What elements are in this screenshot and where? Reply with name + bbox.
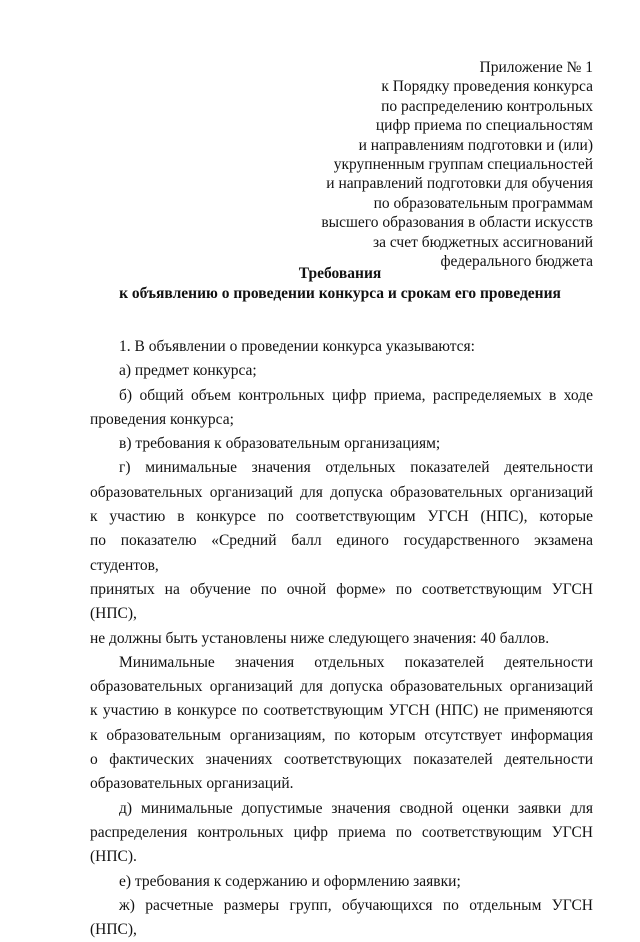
paragraph	[90, 359, 593, 383]
paragraph-line: образовательных организаций для допуска образовательных организаций	[90, 678, 593, 696]
paragraph-line: принятых на обучение по очной форме» по соответствующим УГСН (НПС),	[90, 580, 593, 623]
paragraph-line: е) требования к содержанию и оформлению заявки;	[119, 872, 461, 890]
paragraph-line: к участию в конкурсе по соответствующим УГСН (НПС), которые	[90, 508, 593, 526]
paragraph-line: б) общий объем контрольных цифр приема, распределяемых в ходе	[119, 386, 593, 404]
paragraph-line: г) минимальные значения отдельных показателей деятельности	[119, 459, 593, 477]
paragraph	[90, 894, 593, 942]
annex-line: Приложение № 1	[479, 59, 593, 76]
paragraph-line: распределения контрольных цифр приема по соответствующим УГСН (НПС).	[90, 823, 593, 866]
paragraph-line: о фактических значениях соответствующих показателей деятельности	[90, 751, 593, 769]
annex-line: и направлений подготовки для обучения	[326, 175, 593, 193]
annex-line: высшего образования в области искусств	[321, 214, 593, 232]
paragraph-line: Минимальные значения отдельных показателей деятельности	[119, 653, 593, 671]
document-title: Требования	[298, 265, 382, 282]
paragraph-line: ж) расчетные размеры групп, обучающихся по отдельным УГСН (НПС),	[90, 896, 593, 939]
paragraph-line: д) минимальные допустимые значения сводной оценки заявки для	[119, 799, 593, 817]
paragraph-line: 1. В объявлении о проведении конкурса указываются:	[119, 338, 475, 355]
paragraph	[90, 432, 593, 456]
paragraph	[90, 335, 593, 359]
document-subtitle: к объявлению о проведении конкурса и срокам его проведения	[119, 285, 561, 302]
paragraph-line: а) предмет конкурса;	[119, 362, 257, 380]
annex-line: по распределению контрольных	[381, 97, 593, 115]
annex-line: укрупненным группам специальностей	[333, 156, 593, 174]
paragraph-line: образовательных организаций.	[90, 775, 294, 793]
annex-line: и направлениям подготовки и (или)	[358, 136, 593, 154]
paragraph-line: проведения конкурса;	[90, 410, 234, 428]
paragraph-line: не должны быть установлены ниже следующего значения: 40 баллов.	[90, 629, 550, 647]
annex-line: цифр приема по специальностям	[375, 117, 593, 135]
annex-line: к Порядку проведения конкурса	[381, 78, 593, 96]
annex-line: по образовательным программам	[373, 194, 593, 212]
paragraph	[90, 651, 593, 797]
paragraph-line: к образовательным организациям, по которым отсутствует информация	[90, 726, 593, 744]
annex-line: за счет бюджетных ассигнований	[372, 233, 593, 251]
paragraph	[90, 384, 593, 433]
document-body	[90, 335, 593, 942]
paragraph-line: в) требования к образовательным организациям;	[119, 435, 441, 453]
paragraph	[90, 870, 593, 894]
paragraph-line: образовательных организаций для допуска образовательных организаций	[90, 483, 593, 501]
paragraph	[90, 456, 593, 650]
paragraph-line: по показателю «Средний балл единого государственного экзамена студентов,	[90, 532, 593, 574]
annex-line: федерального бюджета	[440, 253, 593, 271]
annex-header	[263, 58, 593, 271]
paragraph	[90, 797, 593, 870]
paragraph-line: к участию в конкурсе по соответствующим УГСН (НПС) не применяются	[90, 702, 593, 720]
